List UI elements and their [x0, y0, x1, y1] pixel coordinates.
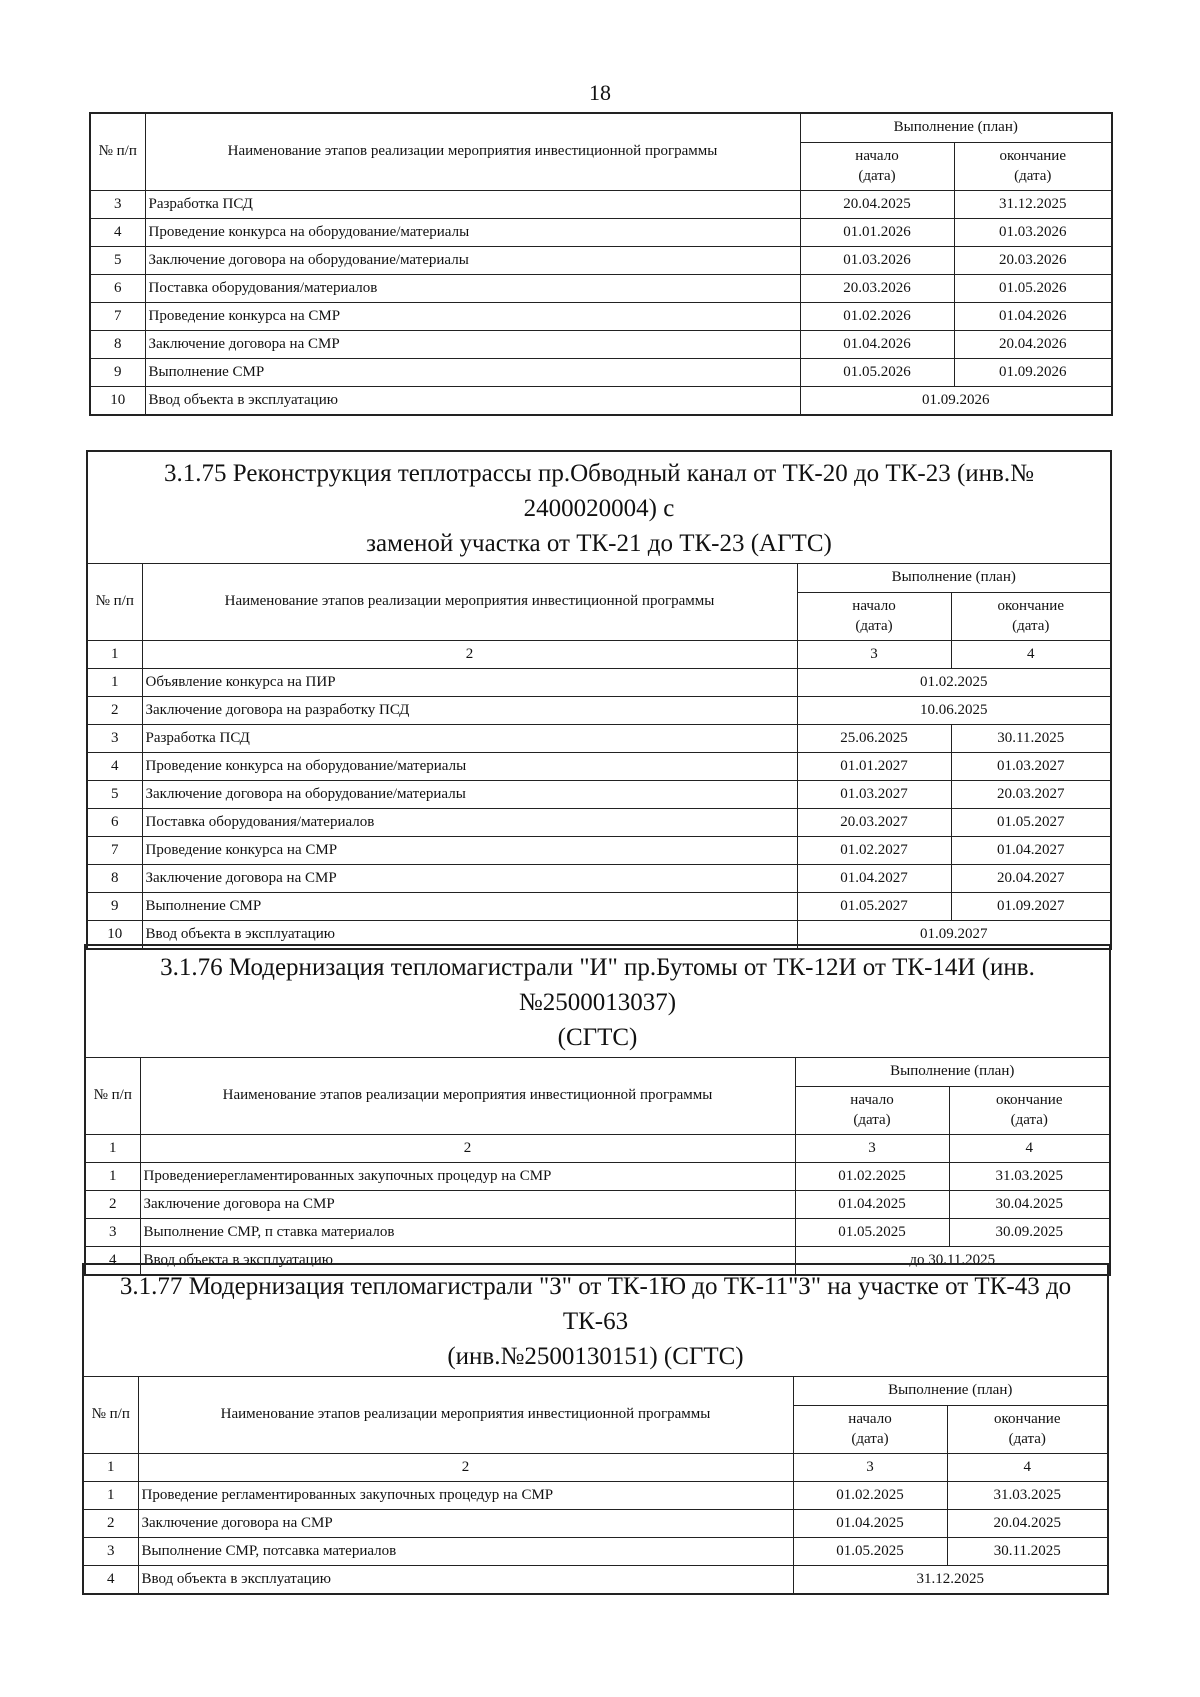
start-date: 20.03.2026 — [800, 274, 954, 302]
start-date: 01.02.2025 — [793, 1481, 947, 1509]
header-end: окончание (дата) — [954, 142, 1111, 190]
header-num: № п/п — [91, 114, 145, 190]
stage-name: Объявление конкурса на ПИР — [142, 668, 797, 696]
stage-name: Ввод объекта в эксплуатацию — [138, 1565, 793, 1593]
table-row — [91, 246, 1111, 274]
end-date: 01.03.2026 — [954, 218, 1111, 246]
table-body — [88, 564, 1110, 948]
table-row — [88, 668, 1110, 696]
end-date: 20.04.2025 — [947, 1509, 1107, 1537]
row-number: 1 — [86, 1162, 140, 1190]
stage-name: Заключение договора на СМР — [140, 1190, 795, 1218]
end-date: 31.03.2025 — [947, 1481, 1107, 1509]
row-number: 3 — [86, 1218, 140, 1246]
table-row — [88, 808, 1110, 836]
start-date: 20.04.2025 — [800, 190, 954, 218]
row-number: 8 — [91, 330, 145, 358]
page-number: 18 — [589, 80, 611, 105]
table-row — [91, 218, 1111, 246]
header-exec: Выполнение (план) — [797, 564, 1110, 592]
end-date: 30.09.2025 — [949, 1218, 1109, 1246]
section-title: 3.1.76 Модернизация тепломагистрали "И" пр.Бутомы от ТК-12И от ТК-14И (инв.№2500013037) (СГТС) — [86, 946, 1109, 1058]
row-number: 2 — [86, 1190, 140, 1218]
index-row — [86, 1134, 1109, 1162]
start-date: 01.04.2027 — [797, 864, 951, 892]
table-row — [91, 190, 1111, 218]
stage-name: Ввод объекта в эксплуатацию — [142, 920, 797, 948]
stage-name: Выполнение СМР, потсавка материалов — [138, 1537, 793, 1565]
table-3-1-77 — [82, 1263, 1109, 1595]
header-name: Наименование этапов реализации мероприятия инвестиционной программы — [145, 114, 800, 190]
stage-name: Заключение договора на СМР — [138, 1509, 793, 1537]
header-start: начало (дата) — [793, 1405, 947, 1453]
table-row — [91, 274, 1111, 302]
stage-name: Поставка оборудования/материалов — [145, 274, 800, 302]
index-cell: 4 — [951, 640, 1110, 668]
row-number: 5 — [88, 780, 142, 808]
stage-date: 10.06.2025 — [797, 696, 1110, 724]
end-date: 01.09.2026 — [954, 358, 1111, 386]
header-num: № п/п — [86, 1058, 140, 1134]
table-body — [86, 1058, 1109, 1274]
header-end: окончание (дата) — [949, 1086, 1109, 1134]
stage-name: Выполнение СМР — [145, 358, 800, 386]
row-number: 9 — [91, 358, 145, 386]
table-body — [84, 1377, 1107, 1593]
stage-date: 31.12.2025 — [793, 1565, 1107, 1593]
start-date: 01.05.2025 — [795, 1218, 949, 1246]
start-date: 01.04.2025 — [795, 1190, 949, 1218]
start-date: 01.02.2026 — [800, 302, 954, 330]
header-end: окончание (дата) — [951, 592, 1110, 640]
index-cell: 2 — [140, 1134, 795, 1162]
row-number: 7 — [91, 302, 145, 330]
index-cell: 1 — [86, 1134, 140, 1162]
table-row — [86, 1190, 1109, 1218]
table-row — [84, 1481, 1107, 1509]
header-name: Наименование этапов реализации мероприятия инвестиционной программы — [138, 1377, 793, 1453]
stage-name: Проведение конкурса на СМР — [142, 836, 797, 864]
table-3-1-75 — [86, 450, 1112, 950]
start-date: 01.03.2027 — [797, 780, 951, 808]
table-row — [88, 836, 1110, 864]
end-date: 01.03.2027 — [951, 752, 1110, 780]
stage-name: Ввод объекта в эксплуатацию — [140, 1246, 795, 1274]
row-number: 6 — [88, 808, 142, 836]
stage-name: Заключение договора на СМР — [145, 330, 800, 358]
end-date: 30.04.2025 — [949, 1190, 1109, 1218]
table-row — [88, 724, 1110, 752]
index-cell: 1 — [88, 640, 142, 668]
end-date: 30.11.2025 — [947, 1537, 1107, 1565]
end-date: 30.11.2025 — [951, 724, 1110, 752]
index-cell: 2 — [138, 1453, 793, 1481]
end-date: 31.03.2025 — [949, 1162, 1109, 1190]
end-date: 01.05.2026 — [954, 274, 1111, 302]
index-cell: 4 — [949, 1134, 1109, 1162]
start-date: 01.02.2027 — [797, 836, 951, 864]
table-body — [91, 114, 1111, 414]
row-number: 7 — [88, 836, 142, 864]
row-number: 4 — [86, 1246, 140, 1274]
stage-date: 01.02.2025 — [797, 668, 1110, 696]
start-date: 01.04.2025 — [793, 1509, 947, 1537]
row-number: 6 — [91, 274, 145, 302]
table-row — [84, 1509, 1107, 1537]
stage-date: 01.09.2026 — [800, 386, 1111, 414]
row-number: 4 — [84, 1565, 138, 1593]
stage-name: Ввод объекта в эксплуатацию — [145, 386, 800, 414]
index-cell: 3 — [793, 1453, 947, 1481]
index-cell: 2 — [142, 640, 797, 668]
stage-name: Проведение конкурса на оборудование/материалы — [142, 752, 797, 780]
start-date: 01.01.2027 — [797, 752, 951, 780]
start-date: 20.03.2027 — [797, 808, 951, 836]
header-num: № п/п — [84, 1377, 138, 1453]
row-number: 1 — [84, 1481, 138, 1509]
row-number: 3 — [91, 190, 145, 218]
table-row — [91, 358, 1111, 386]
table-3-1-76 — [84, 944, 1111, 1276]
row-number: 8 — [88, 864, 142, 892]
header-exec: Выполнение (план) — [793, 1377, 1107, 1405]
stage-date: до 30.11.2025 — [795, 1246, 1109, 1274]
table-row — [84, 1537, 1107, 1565]
header-num: № п/п — [88, 564, 142, 640]
table-row — [88, 780, 1110, 808]
header-start: начало (дата) — [797, 592, 951, 640]
stage-date: 01.09.2027 — [797, 920, 1110, 948]
row-number: 2 — [88, 696, 142, 724]
row-number: 2 — [84, 1509, 138, 1537]
header-start: начало (дата) — [800, 142, 954, 190]
header-exec: Выполнение (план) — [800, 114, 1111, 142]
table-row — [91, 386, 1111, 414]
row-number: 10 — [91, 386, 145, 414]
stage-name: Проведение регламентированных закупочных процедур на СМР — [138, 1481, 793, 1509]
stage-name: Разработка ПСД — [145, 190, 800, 218]
index-cell: 3 — [795, 1134, 949, 1162]
row-number: 4 — [91, 218, 145, 246]
table-row — [91, 330, 1111, 358]
row-number: 10 — [88, 920, 142, 948]
stage-name: Выполнение СМР — [142, 892, 797, 920]
index-cell: 4 — [947, 1453, 1107, 1481]
start-date: 01.02.2025 — [795, 1162, 949, 1190]
table-row — [84, 1565, 1107, 1593]
row-number: 9 — [88, 892, 142, 920]
end-date: 20.04.2026 — [954, 330, 1111, 358]
start-date: 25.06.2025 — [797, 724, 951, 752]
stage-name: Проведение конкурса на оборудование/материалы — [145, 218, 800, 246]
stage-name: Заключение договора на оборудование/материалы — [145, 246, 800, 274]
header-end: окончание (дата) — [947, 1405, 1107, 1453]
header-exec: Выполнение (план) — [795, 1058, 1109, 1086]
section-title: 3.1.77 Модернизация тепломагистрали "З" от ТК-1Ю до ТК-11"З" на участке от ТК-43 до ТК-63 (инв.№2500130151) (СГТС) — [84, 1265, 1107, 1377]
stage-name: Заключение договора на оборудование/материалы — [142, 780, 797, 808]
row-number: 1 — [88, 668, 142, 696]
table-row — [88, 864, 1110, 892]
start-date: 01.03.2026 — [800, 246, 954, 274]
row-number: 3 — [88, 724, 142, 752]
start-date: 01.01.2026 — [800, 218, 954, 246]
stage-name: Выполнение СМР, п ставка материалов — [140, 1218, 795, 1246]
end-date: 01.05.2027 — [951, 808, 1110, 836]
end-date: 31.12.2025 — [954, 190, 1111, 218]
end-date: 20.03.2026 — [954, 246, 1111, 274]
end-date: 20.03.2027 — [951, 780, 1110, 808]
stage-name: Проведение конкурса на СМР — [145, 302, 800, 330]
start-date: 01.04.2026 — [800, 330, 954, 358]
table-continuation — [89, 112, 1113, 416]
row-number: 5 — [91, 246, 145, 274]
stage-name: Заключение договора на разработку ПСД — [142, 696, 797, 724]
index-cell: 3 — [797, 640, 951, 668]
header-name: Наименование этапов реализации мероприятия инвестиционной программы — [140, 1058, 795, 1134]
row-number: 3 — [84, 1537, 138, 1565]
start-date: 01.05.2025 — [793, 1537, 947, 1565]
index-row — [84, 1453, 1107, 1481]
row-number: 4 — [88, 752, 142, 780]
start-date: 01.05.2027 — [797, 892, 951, 920]
header-start: начало (дата) — [795, 1086, 949, 1134]
table-row — [86, 1218, 1109, 1246]
end-date: 01.04.2027 — [951, 836, 1110, 864]
section-title: 3.1.75 Реконструкция теплотрассы пр.Обводный канал от ТК-20 до ТК-23 (инв.№ 2400020004) с заменой участка от ТК-21 до ТК-23 (АГТС) — [88, 452, 1110, 564]
table-row — [88, 892, 1110, 920]
start-date: 01.05.2026 — [800, 358, 954, 386]
header-name: Наименование этапов реализации мероприятия инвестиционной программы — [142, 564, 797, 640]
index-row — [88, 640, 1110, 668]
end-date: 01.04.2026 — [954, 302, 1111, 330]
stage-name: Поставка оборудования/материалов — [142, 808, 797, 836]
end-date: 01.09.2027 — [951, 892, 1110, 920]
end-date: 20.04.2027 — [951, 864, 1110, 892]
stage-name: Проведениерегламентированных закупочных процедур на СМР — [140, 1162, 795, 1190]
table-row — [88, 696, 1110, 724]
table-row — [88, 752, 1110, 780]
table-row — [91, 302, 1111, 330]
index-cell: 1 — [84, 1453, 138, 1481]
stage-name: Заключение договора на СМР — [142, 864, 797, 892]
table-row — [86, 1162, 1109, 1190]
stage-name: Разработка ПСД — [142, 724, 797, 752]
